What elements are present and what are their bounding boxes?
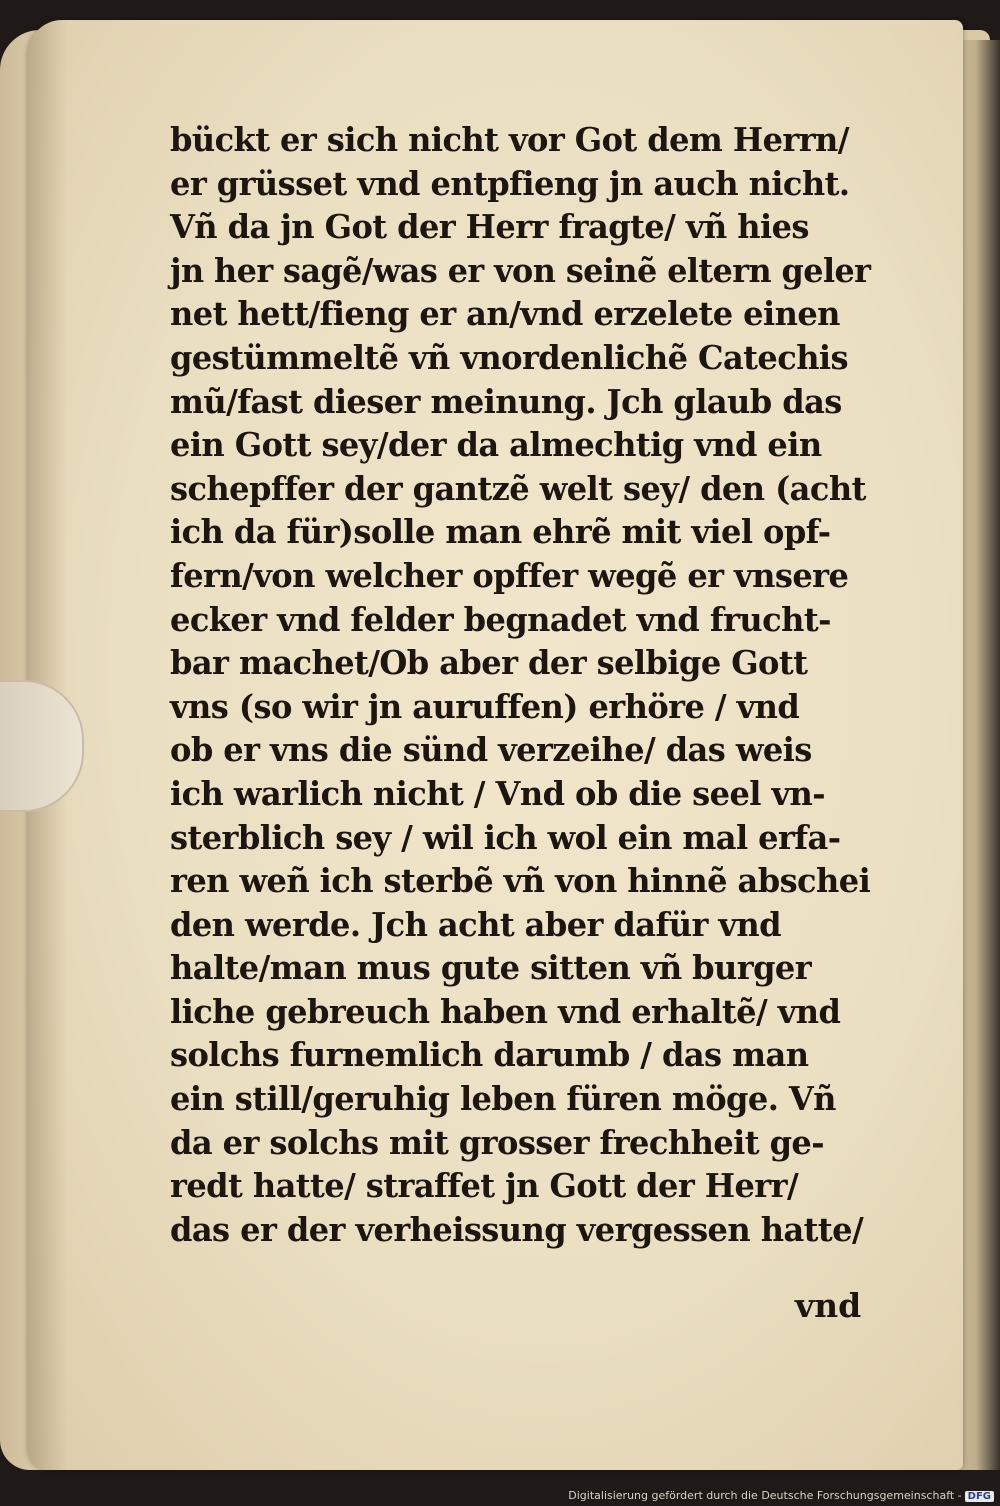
credit-text: Digitalisierung gefördert durch die Deutsche Forschungsgemeinschaft -	[568, 1489, 962, 1502]
dfg-logo: DFG	[965, 1491, 994, 1502]
text-line: mũ/fast dieser meinung. Jch glaub das	[170, 381, 842, 421]
text-line: er grüsset vnd entpfieng jn auch nicht.	[170, 163, 850, 203]
text-line: schepffer der gantzẽ welt sey/ den (acht	[170, 468, 866, 508]
digitization-credit	[568, 1489, 994, 1502]
text-line: ich warlich nicht / Vnd ob die seel vn-	[170, 773, 826, 813]
text-line: halte/man mus gute sitten vñ burger	[170, 948, 812, 988]
text-line: das er der verheissung vergessen hatte/	[170, 1209, 864, 1249]
text-line: den werde. Jch acht aber dafür vnd	[170, 904, 782, 944]
text-line: solchs furnemlich darumb / das man	[170, 1035, 809, 1075]
text-line: Vñ da jn Got der Herr fragte/ vñ hies	[170, 207, 809, 247]
text-line: ren weñ ich sterbẽ vñ von hinnẽ abschei	[170, 861, 871, 901]
text-line: redt hatte/ straffet jn Gott der Herr/	[170, 1166, 799, 1206]
text-line: ein still/geruhig leben füren möge. Vñ	[170, 1079, 836, 1119]
blackletter-text-block	[170, 118, 890, 1251]
text-line: net hett/fieng er an/vnd erzelete einen	[170, 294, 840, 334]
text-line: bar machet/Ob aber der selbige Gott	[170, 643, 808, 683]
catchword: vnd	[795, 1286, 862, 1325]
text-line: ecker vnd felder begnadet vnd frucht-	[170, 599, 831, 639]
text-line: vns (so wir jn auruffen) erhöre / vnd	[170, 686, 800, 726]
text-line: jn her sagẽ/was er von seinẽ eltern geler	[170, 250, 871, 290]
text-line: ein Gott sey/der da almechtig vnd ein	[170, 425, 822, 465]
text-line: ob er vns die sünd verzeihe/ das weis	[170, 730, 812, 770]
text-line: liche gebreuch haben vnd erhaltẽ/ vnd	[170, 991, 841, 1031]
text-line: ich da für)solle man ehrẽ mit viel opf-	[170, 512, 831, 552]
text-line: gestümmeltẽ vñ vnordenlichẽ Catechis	[170, 337, 849, 377]
text-line: fern/von welcher opffer wegẽ er vnsere	[170, 555, 849, 595]
text-line: bückt er sich nicht vor Got dem Herrn/	[170, 120, 849, 159]
text-line: da er solchs mit grosser frechheit ge-	[170, 1122, 824, 1162]
text-line: sterblich sey / wil ich wol ein mal erfa-	[170, 817, 841, 857]
